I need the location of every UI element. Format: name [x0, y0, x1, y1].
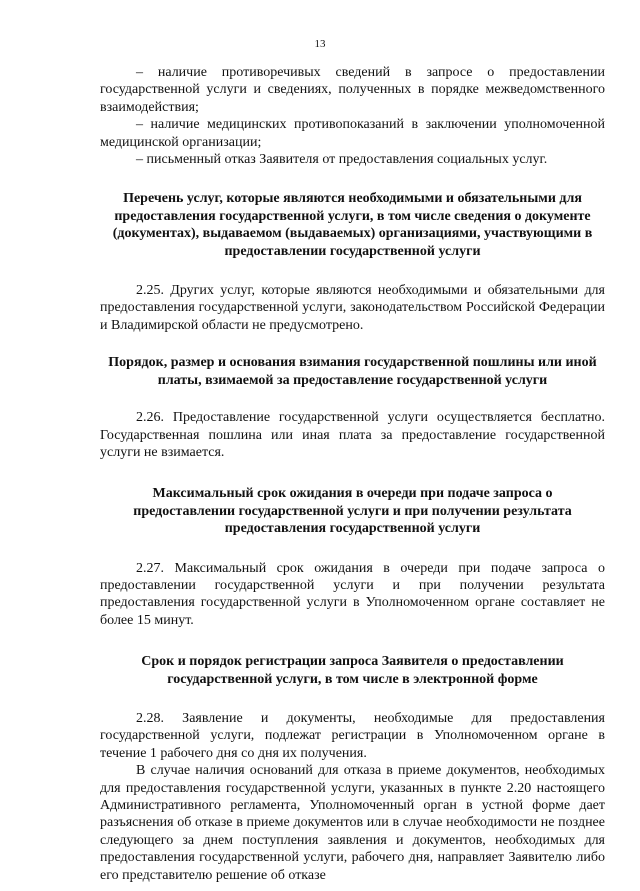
section-heading-registration: Срок и порядок регистрации запроса Заявителя о предоставлении государственной услуги, в том числе в электронной форме	[141, 654, 564, 687]
paragraph-2-26: 2.26. Предоставление государственной услуги осуществляется бесплатно. Государственная пошлина или иная плата за предоставление государственной услуги не взимается.	[100, 410, 605, 460]
page-number: 13	[314, 38, 326, 50]
section-heading-queue-time: Максимальный срок ожидания в очереди при подаче запроса о предоставлении государственной услуги и при получении результата предоставления государственной услуги	[133, 486, 572, 537]
list-item-contradictory-info: – наличие противоречивых сведений в запросе о предоставлении государственной услуги и сведениях, полученных в порядке межведомственного взаимодействия;	[100, 65, 605, 115]
paragraph-2-27: 2.27. Максимальный срок ожидания в очереди при подаче запроса о предоставлении государственной услуги и при получении результата предоставления государственной услуги в Уполномоченном органе составляет не более 15 минут.	[100, 560, 605, 628]
section-heading-state-fee: Порядок, размер и основания взимания государственной пошлины или иной платы, взимаемой за предоставление государственной услуги	[108, 355, 597, 388]
list-item-medical-contraindications: – наличие медицинских противопоказаний в заключении уполномоченной медицинской организации;	[100, 117, 605, 150]
paragraph-2-28: 2.28. Заявление и документы, необходимые для предоставления государственной услуги, подлежат регистрации в Уполномоченном органе в течение 1 рабочего дня со дня их получения.	[100, 710, 605, 761]
section-heading-required-services: Перечень услуг, которые являются необходимыми и обязательными для предоставления государственной услуги, в том числе сведения о документе (документах), выдаваемом (выдаваемых) организациями, участвующими в предоставлении государственной услуги	[112, 191, 593, 259]
list-item-written-refusal: – письменный отказ Заявителя от предоставления социальных услуг.	[136, 152, 548, 168]
paragraph-refusal-grounds: В случае наличия оснований для отказа в приеме документов, необходимых для предоставления государственной услуги, указанных в пункте 2.20 настоящего Административного регламента, Уполномоченный орган в устной форме дает разъяснения об отказе в приеме документов или в случае необходимости не позднее следующего за днем поступления заявления и документов, необходимых для предоставления государственной услуги, рабочего дня, направляет Заявителю либо его представителю решение об отказе	[100, 763, 605, 883]
paragraph-2-25: 2.25. Других услуг, которые являются необходимыми и обязательными для предоставления государственной услуги, законодательством Российской Федерации и Владимирской области не предусмотрено.	[100, 283, 605, 333]
page-content	[100, 64, 605, 884]
